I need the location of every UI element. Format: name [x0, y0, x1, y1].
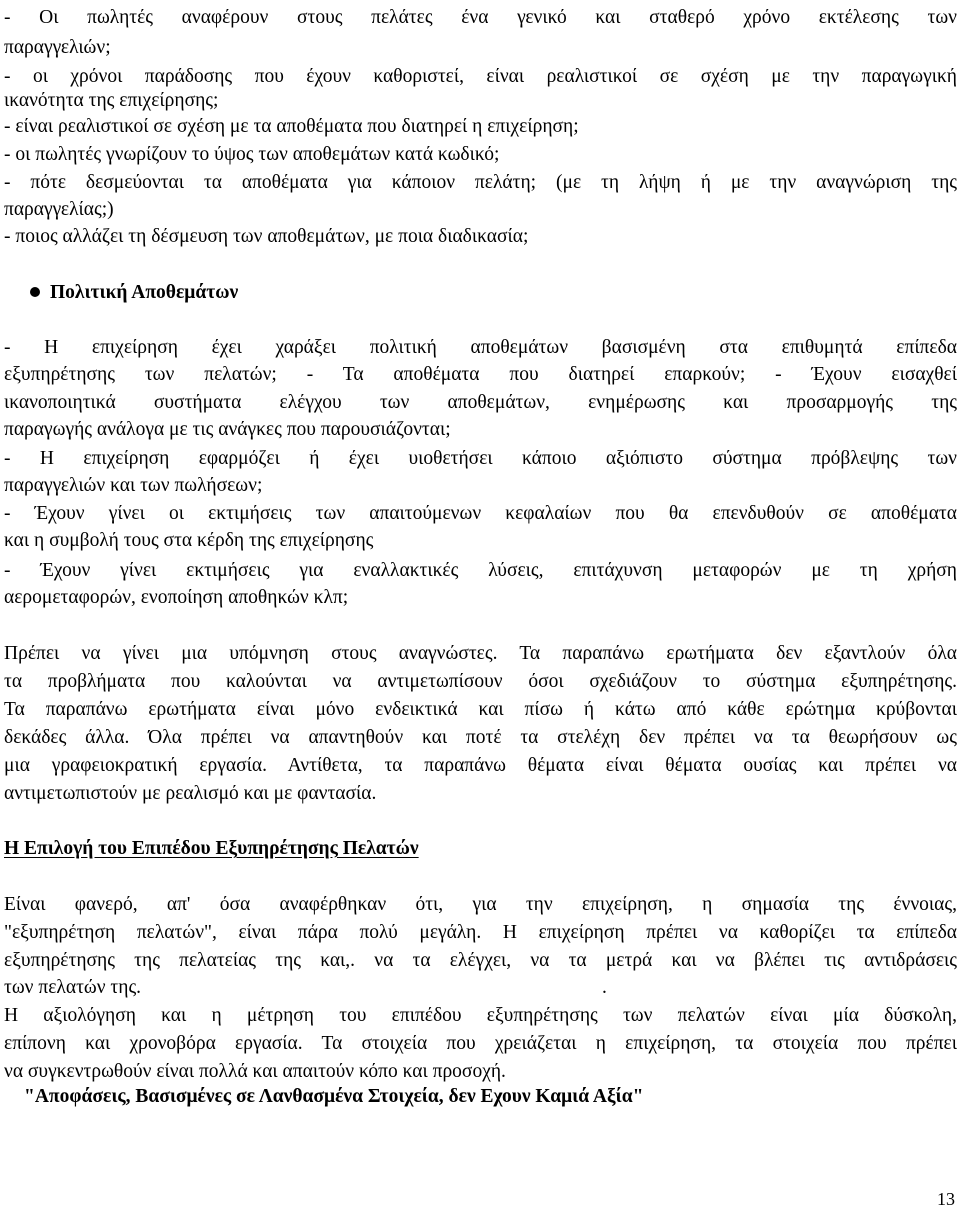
text-line: - Οι πωλητές αναφέρουν στους πελάτες ένα γενικό και σταθερό χρόνο εκτέλεσης των	[4, 7, 957, 28]
text-line: μια γραφειοκρατική εργασία. Αντίθετα, τα παραπάνω θέματα είναι θέματα ουσίας και πρέπει να	[4, 755, 957, 776]
section-heading: Η Επιλογή του Επιπέδου Εξυπηρέτησης Πελατών	[4, 838, 419, 859]
text-line: δεκάδες άλλα. Όλα πρέπει να απαντηθούν και ποτέ τα στελέχη δεν πρέπει να τα θεωρήσουν ως	[4, 727, 957, 748]
text-line: ικανοποιητικά συστήματα ελέγχου των αποθεμάτων, ενημέρωσης και προσαρμογής της	[4, 392, 957, 413]
bullet-icon	[30, 287, 40, 297]
text-line: αντιμετωπιστούν με ρεαλισμό και με φαντασία.	[4, 783, 377, 804]
text-line: εξυπηρέτησης των πελατών; - Τα αποθέματα που διατηρεί επαρκούν; - Έχουν εισαχθεί	[4, 364, 957, 385]
text-line: επίπονη και χρονοβόρα εργασία. Τα στοιχεία που χρειάζεται η επιχείρηση, τα στοιχεία που πρέπει	[4, 1033, 957, 1054]
text-line: παραγγελίας;)	[4, 199, 114, 220]
page-number: 13	[937, 1189, 955, 1209]
text-line: Πρέπει να γίνει μια υπόμνηση στους αναγνώστες. Τα παραπάνω ερωτήματα δεν εξαντλούν όλα	[4, 643, 957, 664]
text-line: - ποιος αλλάζει τη δέσμευση των αποθεμάτων, με ποια διαδικασία;	[4, 226, 529, 247]
text-line: - Η επιχείρηση εφαρμόζει ή έχει υιοθετήσει κάποιο αξιόπιστο σύστημα πρόβλεψης των	[4, 448, 957, 469]
text-line: Τα παραπάνω ερωτήματα είναι μόνο ενδεικτικά και πίσω ή κάτω από κάθε ερώτημα κρύβονται	[4, 699, 957, 720]
text-line: εξυπηρέτησης της πελατείας της και,. να τα ελέγχει, να τα μετρά και να βλέπει τις αντιδράσεις	[4, 950, 957, 971]
text-line: - Έχουν γίνει οι εκτιμήσεις των απαιτούμενων κεφαλαίων που θα επενδυθούν σε αποθέματα	[4, 503, 957, 524]
text-line: αερομεταφορών, ενοποίηση αποθηκών κλπ;	[4, 587, 349, 608]
section-heading: Πολιτική Αποθεμάτων	[4, 280, 957, 306]
text-line: - οι χρόνοι παράδοσης που έχουν καθοριστεί, είναι ρεαλιστικοί σε σχέση με την παραγωγική	[4, 66, 957, 87]
text-line: Η αξιολόγηση και η μέτρηση του επιπέδου εξυπηρέτησης των πελατών είναι μία δύσκολη,	[4, 1005, 957, 1026]
text-line: να συγκεντρωθούν είναι πολλά και απαιτούν κόπο και προσοχή.	[4, 1061, 506, 1082]
text-line: των πελατών της.	[4, 977, 142, 998]
text-line: παραγωγής ανάλογα με τις ανάγκες που παρουσιάζονται;	[4, 419, 451, 440]
quote-heading: "Αποφάσεις, Βασισμένες σε Λανθασμένα Στοιχεία, δεν Εχουν Καμιά Αξία"	[24, 1086, 644, 1107]
text-line: τα προβλήματα που καλούνται να αντιμετωπίσουν όσοι σχεδιάζουν το σύστημα εξυπηρέτησης.	[4, 671, 957, 692]
stray-period: .	[602, 977, 607, 998]
text-line: ικανότητα της επιχείρησης;	[4, 90, 219, 111]
text-line: - Έχουν γίνει εκτιμήσεις για εναλλακτικές λύσεις, επιτάχυνση μεταφορών με τη χρήση	[4, 560, 957, 581]
text-line: παραγγελιών και των πωλήσεων;	[4, 475, 263, 496]
text-line: παραγγελιών;	[4, 37, 111, 58]
text-line: - είναι ρεαλιστικοί σε σχέση με τα αποθέματα που διατηρεί η επιχείρηση;	[4, 116, 579, 137]
text-line: και η συμβολή τους στα κέρδη της επιχείρησης	[4, 530, 374, 551]
text-line: "εξυπηρέτηση πελατών", είναι πάρα πολύ μεγάλη. Η επιχείρηση πρέπει να καθορίζει τα επίπεδα	[4, 922, 957, 943]
text-line: - Η επιχείρηση έχει χαράξει πολιτική αποθεμάτων βασισμένη στα επιθυμητά επίπεδα	[4, 337, 957, 358]
text-line: Είναι φανερό, απ' όσα αναφέρθηκαν ότι, για την επιχείρηση, η σημασία της έννοιας,	[4, 894, 957, 915]
text-line: - οι πωλητές γνωρίζουν το ύψος των αποθεμάτων κατά κωδικό;	[4, 144, 500, 165]
text-line: - πότε δεσμεύονται τα αποθέματα για κάποιον πελάτη; (με τη λήψη ή με την αναγνώριση της	[4, 172, 957, 193]
